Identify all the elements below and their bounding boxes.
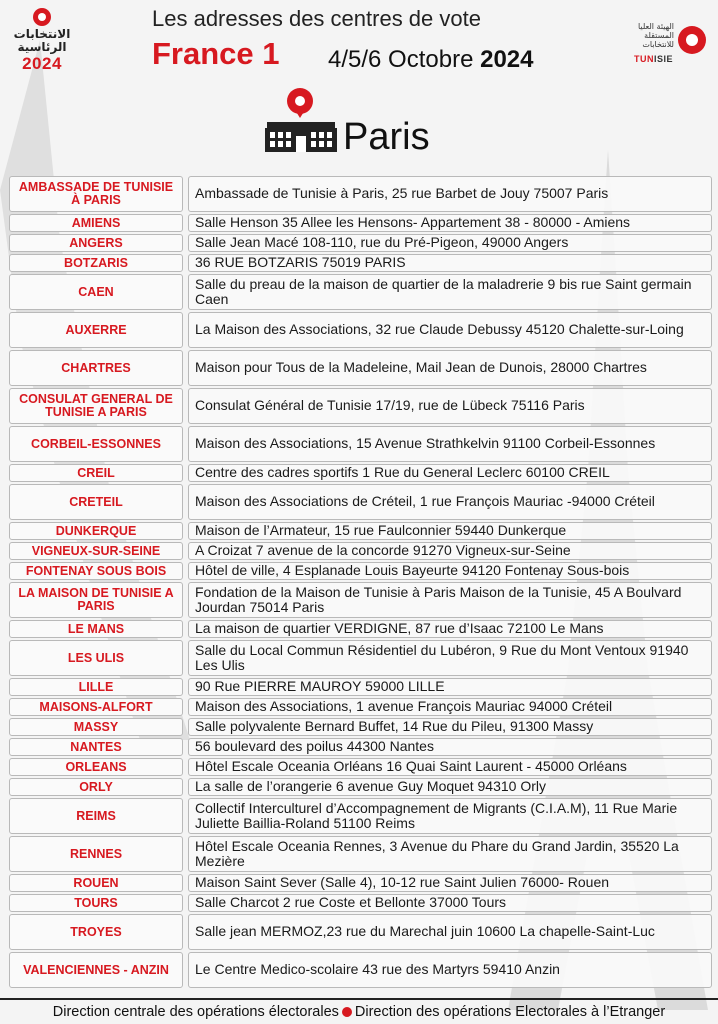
centre-city: CONSULAT GENERAL DE TUNISIE A PARIS [9, 388, 183, 424]
centre-city: AUXERRE [9, 312, 183, 348]
map-pin-flag-icon [287, 88, 313, 114]
centre-address: 36 RUE BOTZARIS 75019 PARIS [188, 254, 712, 272]
centre-city: LA MAISON DE TUNISIE A PARIS [9, 582, 183, 618]
centre-city: CORBEIL-ESSONNES [9, 426, 183, 462]
year-text: 2024 [480, 46, 534, 73]
footer [0, 998, 718, 1024]
table-row [9, 914, 712, 950]
centre-city: NANTES [9, 738, 183, 756]
building-icon [265, 122, 337, 152]
centre-address: Hôtel de ville, 4 Esplanade Louis Bayeurte 94120 Fontenay Sous-bois [188, 562, 712, 580]
centre-city: FONTENAY SOUS BOIS [9, 562, 183, 580]
table-row [9, 484, 712, 520]
centre-city: DUNKERQUE [9, 522, 183, 540]
centre-address: Salle Jean Macé 108-110, rue du Pré-Pigeon, 49000 Angers [188, 234, 712, 252]
centre-city: AMIENS [9, 214, 183, 232]
centre-city: VIGNEUX-SUR-SEINE [9, 542, 183, 560]
centre-address: 56 boulevard des poilus 44300 Nantes [188, 738, 712, 756]
centre-city: RENNES [9, 836, 183, 872]
centre-address: La salle de l’orangerie 6 avenue Guy Moquet 94310 Orly [188, 778, 712, 796]
centre-address: Hôtel Escale Oceania Rennes, 3 Avenue du Phare du Grand Jardin, 35520 La Mezière [188, 836, 712, 872]
centre-address: Maison de l’Armateur, 15 rue Faulconnier 59440 Dunkerque [188, 522, 712, 540]
centre-address: Maison des Associations de Créteil, 1 rue François Mauriac -94000 Créteil [188, 484, 712, 520]
footer-left-text: Direction centrale des opérations électorales [52, 1004, 339, 1020]
centre-address: Ambassade de Tunisie à Paris, 25 rue Barbet de Jouy 75007 Paris [188, 176, 712, 212]
table-row [9, 562, 712, 580]
centre-city: BOTZARIS [9, 254, 183, 272]
table-row [9, 464, 712, 482]
centre-address: La maison de quartier VERDIGNE, 87 rue d’Isaac 72100 Le Mans [188, 620, 712, 638]
table-row [9, 836, 712, 872]
table-row [9, 542, 712, 560]
centre-address: Maison Saint Sever (Salle 4), 10-12 rue Saint Julien 76000- Rouen [188, 874, 712, 892]
centre-city: MASSY [9, 718, 183, 736]
flag-icon [342, 1007, 352, 1017]
isie-suffix: ISIE [654, 54, 674, 64]
logo-year: 2024 [22, 54, 62, 73]
table-row [9, 620, 712, 638]
footer-right-text: Direction des opérations Electorales à l’Etranger [354, 1004, 666, 1020]
table-row [9, 582, 712, 618]
centre-address: Maison des Associations, 1 avenue François Mauriac 94000 Créteil [188, 698, 712, 716]
dates-text: 4/5/6 Octobre [328, 46, 474, 73]
dates-title [328, 46, 533, 74]
elections-2024-logo [12, 8, 72, 74]
tunisia-flag-icon [33, 8, 51, 26]
table-row [9, 254, 712, 272]
centre-city: REIMS [9, 798, 183, 834]
table-row [9, 874, 712, 892]
centre-address: Salle jean MERMOZ,23 rue du Marechal juin 10600 La chapelle-Saint-Luc [188, 914, 712, 950]
centre-address: 90 Rue PIERRE MAUROY 59000 LILLE [188, 678, 712, 696]
tunisia-flag-icon [678, 26, 706, 54]
table-row [9, 234, 712, 252]
centre-city: CHARTRES [9, 350, 183, 386]
centre-city: CREIL [9, 464, 183, 482]
page-title: Les adresses des centres de vote [152, 6, 481, 31]
centre-address: Salle du Local Commun Résidentiel du Lubéron, 9 Rue du Mont Ventoux 91940 Les Ulis [188, 640, 712, 676]
table-row [9, 798, 712, 834]
table-row [9, 312, 712, 348]
isie-text [634, 54, 673, 64]
centre-address: Salle Charcot 2 rue Coste et Bellonte 37000 Tours [188, 894, 712, 912]
table-row [9, 758, 712, 776]
centre-city: LES ULIS [9, 640, 183, 676]
table-row [9, 274, 712, 310]
centre-city: ROUEN [9, 874, 183, 892]
table-row [9, 738, 712, 756]
city-heading [265, 88, 465, 158]
centre-address: Maison des Associations, 15 Avenue Strathkelvin 91100 Corbeil-Essonnes [188, 426, 712, 462]
centre-city: VALENCIENNES - ANZIN [9, 952, 183, 988]
centre-address: Le Centre Medico-scolaire 43 rue des Martyrs 59410 Anzin [188, 952, 712, 988]
centre-address: Hôtel Escale Oceania Orléans 16 Quai Saint Laurent - 45000 Orléans [188, 758, 712, 776]
centre-city: ANGERS [9, 234, 183, 252]
voting-centres-table [9, 176, 712, 990]
centre-city: ORLEANS [9, 758, 183, 776]
isie-arabic-text: الهيئة العليا المستقلة للانتخابات [637, 22, 674, 49]
table-row [9, 522, 712, 540]
isie-prefix: TUN [634, 54, 654, 64]
centre-address: Consulat Général de Tunisie 17/19, rue de Lübeck 75116 Paris [188, 388, 712, 424]
centre-city: CRETEIL [9, 484, 183, 520]
centre-address: Centre des cadres sportifs 1 Rue du General Leclerc 60100 CREIL [188, 464, 712, 482]
table-row [9, 952, 712, 988]
table-row [9, 778, 712, 796]
centre-city: TOURS [9, 894, 183, 912]
region-title: France 1 [152, 36, 280, 71]
centre-city: TROYES [9, 914, 183, 950]
centre-address: Maison pour Tous de la Madeleine, Mail Jean de Dunois, 28000 Chartres [188, 350, 712, 386]
table-row [9, 678, 712, 696]
logo-arabic-text: الانتخابات الرئاسية [13, 27, 71, 54]
centre-address: Collectif Interculturel d’Accompagnement de Migrants (C.I.A.M), 11 Rue Marie Juliette Baillia-Roland 51100 Reims [188, 798, 712, 834]
table-row [9, 640, 712, 676]
centre-city: AMBASSADE DE TUNISIE À PARIS [9, 176, 183, 212]
centre-address: La Maison des Associations, 32 rue Claude Debussy 45120 Chalette-sur-Loing [188, 312, 712, 348]
table-row [9, 388, 712, 424]
table-row [9, 426, 712, 462]
table-row [9, 718, 712, 736]
table-row [9, 214, 712, 232]
city-name: Paris [343, 116, 430, 158]
centre-city: LE MANS [9, 620, 183, 638]
centre-city: MAISONS-ALFORT [9, 698, 183, 716]
centre-address: Salle du preau de la maison de quartier de la maladrerie 9 bis rue Saint germain Caen [188, 274, 712, 310]
centre-address: Fondation de la Maison de Tunisie à Paris Maison de la Tunisie, 45 A Boulvard Jourdan 75014 Paris [188, 582, 712, 618]
centre-address: Salle polyvalente Bernard Buffet, 14 Rue du Pileu, 91300 Massy [188, 718, 712, 736]
table-row [9, 350, 712, 386]
table-row [9, 698, 712, 716]
table-row [9, 894, 712, 912]
centre-city: LILLE [9, 678, 183, 696]
isie-logo [626, 22, 706, 72]
centre-city: CAEN [9, 274, 183, 310]
table-row [9, 176, 712, 212]
centre-address: Salle Henson 35 Allee les Hensons- Appartement 38 - 80000 - Amiens [188, 214, 712, 232]
centre-address: A Croizat 7 avenue de la concorde 91270 Vigneux-sur-Seine [188, 542, 712, 560]
centre-city: ORLY [9, 778, 183, 796]
